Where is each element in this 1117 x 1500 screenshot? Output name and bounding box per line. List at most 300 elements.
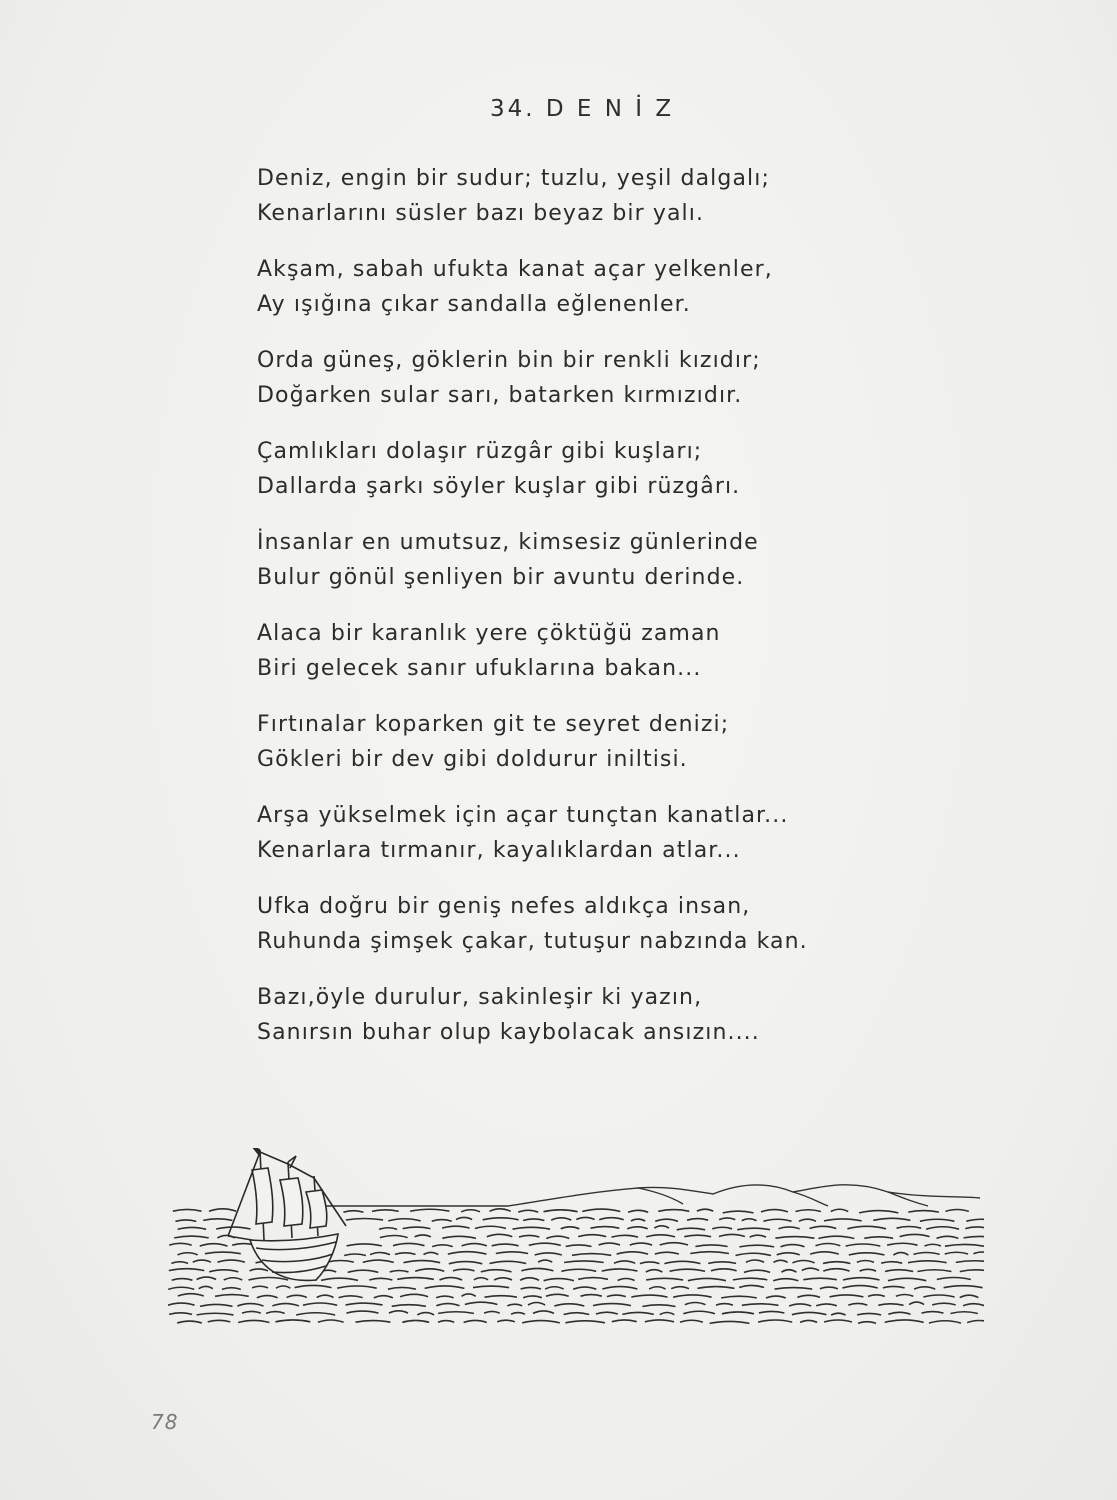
wave-stroke xyxy=(820,1287,838,1289)
wave-stroke xyxy=(521,1287,541,1289)
wave-stroke xyxy=(697,1209,713,1211)
wave-stroke xyxy=(487,1234,513,1236)
wave-stroke xyxy=(565,1321,605,1323)
wave-stroke xyxy=(442,1226,469,1228)
wave-stroke xyxy=(797,1295,820,1297)
poem-line: Orda güneş, göklerin bin bir renkli kızıdır; xyxy=(257,348,761,373)
wave-stroke xyxy=(337,1286,377,1288)
wave-stroke xyxy=(758,1320,792,1322)
wave-stroke xyxy=(544,1279,574,1281)
wave-stroke xyxy=(612,1235,639,1237)
wave-stroke xyxy=(742,1304,779,1306)
wave-stroke xyxy=(926,1227,959,1229)
wave-stroke xyxy=(224,1278,243,1280)
wave-stroke xyxy=(218,1260,245,1262)
wave-stroke xyxy=(823,1269,849,1271)
wave-stroke xyxy=(888,1278,926,1280)
wave-stroke xyxy=(695,1245,727,1247)
wave-stroke xyxy=(497,1320,515,1322)
wave-stroke xyxy=(818,1236,854,1238)
wave-stroke xyxy=(208,1320,231,1322)
wave-stroke xyxy=(481,1270,512,1272)
wave-stroke xyxy=(649,1287,665,1289)
wave-stroke xyxy=(475,1226,506,1228)
wave-stroke xyxy=(172,1279,193,1281)
wave-stroke xyxy=(484,1311,500,1313)
wave-stroke xyxy=(963,1304,984,1306)
poem-line: Doğarken sular sarı, batarken kırmızıdır. xyxy=(257,383,743,408)
wave-stroke xyxy=(642,1305,675,1307)
poem-line: Akşam, sabah ufukta kanat açar yelkenler, xyxy=(257,257,773,282)
wave-stroke xyxy=(946,1210,969,1212)
wave-stroke xyxy=(400,1294,428,1296)
wave-stroke xyxy=(372,1210,399,1212)
wave-stroke xyxy=(222,1288,241,1290)
wave-stroke xyxy=(581,1295,602,1297)
wave-stroke xyxy=(252,1286,268,1288)
wave-stroke xyxy=(317,1295,334,1297)
wave-stroke xyxy=(627,1227,648,1229)
wave-stroke xyxy=(388,1287,416,1289)
wave-stroke xyxy=(683,1311,715,1313)
wave-stroke xyxy=(857,1313,881,1315)
wave-stroke xyxy=(168,1287,194,1289)
wave-stroke xyxy=(205,1252,241,1254)
wave-stroke xyxy=(369,1278,392,1280)
wave-stroke xyxy=(883,1286,905,1288)
wave-stroke xyxy=(554,1304,584,1306)
wave-stroke xyxy=(177,1321,202,1323)
wave-stroke xyxy=(631,1295,667,1297)
wave-stroke xyxy=(857,1261,874,1263)
wave-stroke xyxy=(859,1211,898,1213)
wave-stroke xyxy=(173,1209,202,1211)
wave-stroke xyxy=(868,1295,885,1297)
wave-stroke xyxy=(237,1304,263,1306)
wave-stroke xyxy=(483,1218,519,1220)
wave-stroke xyxy=(922,1312,944,1314)
wave-stroke xyxy=(655,1219,678,1221)
wave-stroke xyxy=(847,1226,886,1228)
poem-line: Çamlıkları dolaşır rüzgâr gibi kuşları; xyxy=(257,439,703,464)
wave-stroke xyxy=(523,1296,542,1298)
wave-stroke xyxy=(257,1296,278,1298)
wave-stroke xyxy=(858,1322,876,1324)
wave-stroke xyxy=(824,1320,852,1322)
wave-stroke xyxy=(640,1262,660,1264)
wave-stroke xyxy=(442,1236,476,1238)
wave-stroke xyxy=(295,1285,332,1287)
wave-stroke xyxy=(712,1227,732,1229)
wave-stroke xyxy=(973,1252,984,1254)
wave-stroke xyxy=(778,1227,799,1229)
wave-stroke xyxy=(203,1219,232,1221)
wave-stroke xyxy=(249,1278,289,1281)
wave-stroke xyxy=(238,1320,269,1322)
wave-stroke xyxy=(576,1217,594,1219)
wave-stroke xyxy=(697,1287,734,1289)
wave-stroke xyxy=(436,1304,459,1306)
wave-stroke xyxy=(193,1260,211,1262)
wave-stroke xyxy=(824,1219,862,1221)
wave-stroke xyxy=(178,1253,198,1255)
wave-stroke xyxy=(843,1278,880,1280)
wave-stroke xyxy=(436,1296,454,1298)
wave-stroke xyxy=(438,1321,454,1323)
wave-stroke xyxy=(721,1296,757,1298)
wave-stroke xyxy=(793,1261,815,1263)
wave-stroke xyxy=(215,1295,249,1297)
stanza xyxy=(257,343,957,413)
poem-line: Arşa yükselmek için açar tunçtan kanatlar... xyxy=(257,803,789,828)
wave-stroke xyxy=(860,1269,877,1271)
wave-stroke xyxy=(719,1218,735,1220)
wave-stroke xyxy=(169,1243,192,1245)
wave-stroke xyxy=(449,1262,483,1264)
wave-stroke xyxy=(764,1219,792,1221)
wave-stroke xyxy=(564,1313,590,1315)
wave-stroke xyxy=(453,1269,475,1271)
wave-stroke xyxy=(200,1244,228,1246)
wave-stroke xyxy=(395,1253,416,1255)
wave-stroke xyxy=(967,1321,984,1323)
wave-stroke xyxy=(397,1278,434,1280)
wave-stroke xyxy=(209,1209,236,1211)
wave-stroke xyxy=(546,1236,569,1238)
wave-stroke xyxy=(630,1243,652,1245)
wave-stroke xyxy=(178,1294,204,1296)
wave-stroke xyxy=(646,1235,675,1237)
wave-stroke xyxy=(888,1312,910,1314)
wave-stroke xyxy=(909,1302,924,1305)
stanza xyxy=(257,525,957,595)
stanza xyxy=(257,889,957,959)
wave-stroke xyxy=(742,1219,757,1221)
wave-stroke xyxy=(415,1269,444,1271)
poem-line: Sanırsın buhar olup kaybolacak ansızın.... xyxy=(257,1020,760,1045)
wave-stroke xyxy=(404,1261,441,1263)
wave-stroke xyxy=(178,1227,206,1229)
wave-stroke xyxy=(823,1262,850,1264)
wave-stroke xyxy=(750,1235,766,1237)
wave-stroke xyxy=(485,1296,517,1298)
wave-stroke xyxy=(945,1244,984,1246)
wave-stroke xyxy=(197,1277,217,1279)
poem-line: Fırtınalar koparken git te seyret denizi; xyxy=(257,712,730,737)
wave-stroke xyxy=(739,1245,774,1247)
wave-stroke xyxy=(885,1320,924,1323)
wave-stroke xyxy=(346,1311,378,1313)
poem-line: Ay ışığına çıkar sandalla eğlenenler. xyxy=(257,292,691,317)
stanza xyxy=(257,252,957,322)
wave-stroke xyxy=(175,1220,196,1222)
wave-stroke xyxy=(582,1209,620,1211)
wave-stroke xyxy=(519,1235,539,1237)
wave-stroke xyxy=(842,1286,877,1288)
wave-stroke xyxy=(908,1261,947,1263)
wave-stroke xyxy=(513,1227,551,1229)
wave-stroke xyxy=(945,1252,968,1254)
wave-stroke xyxy=(561,1269,596,1271)
wave-stroke xyxy=(687,1219,708,1221)
wave-stroke xyxy=(200,1304,233,1306)
wave-stroke xyxy=(803,1278,837,1280)
wave-stroke xyxy=(535,1253,562,1255)
wave-stroke xyxy=(710,1321,750,1323)
poem-line: Bazı,öyle durulur, sakinleşir ki yazın, xyxy=(257,985,703,1010)
wave-stroke xyxy=(346,1303,383,1305)
wave-stroke xyxy=(777,1253,800,1255)
wave-stroke xyxy=(923,1295,954,1297)
wave-stroke xyxy=(566,1245,592,1247)
wave-stroke xyxy=(356,1321,391,1323)
wave-stroke xyxy=(216,1227,250,1229)
wave-stroke xyxy=(272,1304,299,1306)
wave-stroke xyxy=(169,1269,205,1271)
wave-stroke xyxy=(881,1262,902,1264)
wave-stroke xyxy=(680,1320,703,1322)
wave-stroke xyxy=(864,1237,893,1239)
wave-stroke xyxy=(440,1278,463,1280)
wave-stroke xyxy=(736,1253,772,1255)
poem-line: Dallarda şarkı söyler kuşlar gibi rüzgârı. xyxy=(257,474,741,499)
wave-stroke xyxy=(518,1210,538,1212)
wave-stroke xyxy=(708,1262,736,1264)
wave-stroke xyxy=(908,1211,939,1213)
wave-stroke xyxy=(494,1278,512,1280)
wave-stroke xyxy=(849,1253,885,1255)
wave-stroke xyxy=(578,1235,606,1237)
poem-body xyxy=(257,161,957,1071)
wave-stroke xyxy=(417,1313,434,1315)
wave-stroke xyxy=(347,1244,382,1246)
wave-stroke xyxy=(250,1269,268,1271)
wave-stroke xyxy=(816,1244,841,1246)
wave-stroke xyxy=(343,1211,363,1213)
wave-stroke xyxy=(618,1279,635,1281)
wave-stroke xyxy=(887,1243,917,1245)
wave-stroke xyxy=(775,1237,814,1239)
wave-stroke xyxy=(199,1286,213,1288)
wave-stroke xyxy=(599,1243,620,1245)
wave-stroke xyxy=(462,1294,476,1296)
wave-stroke xyxy=(168,1303,195,1305)
wave-stroke xyxy=(389,1311,408,1313)
wave-stroke xyxy=(873,1218,910,1220)
wave-stroke xyxy=(380,1236,408,1238)
wave-stroke xyxy=(402,1320,429,1322)
wave-stroke xyxy=(913,1253,939,1255)
wave-stroke xyxy=(296,1313,335,1315)
wave-stroke xyxy=(810,1252,839,1254)
stanza xyxy=(257,707,957,777)
wave-stroke xyxy=(327,1261,354,1263)
wave-stroke xyxy=(746,1260,764,1262)
wave-stroke xyxy=(344,1254,366,1256)
wave-stroke xyxy=(424,1252,439,1254)
wave-stroke xyxy=(602,1269,638,1271)
wave-stroke xyxy=(944,1286,983,1288)
wave-stroke xyxy=(631,1219,645,1221)
wave-stroke xyxy=(685,1303,706,1305)
wave-stroke xyxy=(896,1295,913,1297)
wave-stroke xyxy=(744,1270,770,1272)
stanza xyxy=(257,798,957,868)
wave-stroke xyxy=(432,1220,452,1222)
wave-stroke xyxy=(918,1270,952,1272)
wave-stroke xyxy=(321,1278,358,1280)
wave-stroke xyxy=(646,1278,683,1280)
wave-stroke xyxy=(521,1268,553,1270)
wave-stroke xyxy=(538,1260,552,1262)
wave-stroke xyxy=(966,1219,984,1221)
poem-title: 34. D E N İ Z xyxy=(490,96,675,122)
wave-stroke xyxy=(893,1253,908,1256)
wave-stroke xyxy=(956,1261,984,1263)
wave-stroke xyxy=(897,1227,922,1229)
wave-stroke xyxy=(937,1236,959,1238)
wave-stroke xyxy=(660,1313,675,1315)
wave-stroke xyxy=(964,1236,985,1238)
wave-stroke xyxy=(733,1278,767,1280)
poem-line: Alaca bir karanlık yere çöktüğü zaman xyxy=(257,621,721,646)
poem-line: İnsanlar en umutsuz, kimsesiz günlerinde xyxy=(257,530,759,555)
wave-stroke xyxy=(438,1312,474,1314)
wave-stroke xyxy=(711,1269,737,1271)
wave-stroke xyxy=(596,1312,618,1314)
wave-stroke xyxy=(266,1312,285,1314)
wave-stroke xyxy=(448,1252,487,1254)
wave-stroke xyxy=(348,1270,379,1272)
wave-stroke xyxy=(379,1228,397,1230)
poem-line: Deniz, engin bir sudur; tuzlu, yeşil dalgalı; xyxy=(257,166,770,191)
wave-stroke xyxy=(716,1304,733,1306)
wave-stroke xyxy=(388,1219,420,1221)
wave-stroke xyxy=(960,1270,984,1272)
wave-stroke xyxy=(792,1312,827,1314)
wave-stroke xyxy=(591,1227,620,1229)
wave-stroke xyxy=(529,1243,561,1245)
stanza xyxy=(257,434,957,504)
wave-stroke xyxy=(461,1210,480,1212)
wave-stroke xyxy=(370,1253,390,1255)
poem-line: Biri gelecek sanır ufuklarına bakan... xyxy=(257,656,702,681)
wave-stroke xyxy=(831,1209,848,1211)
wave-stroke xyxy=(920,1219,955,1221)
wave-stroke xyxy=(197,1313,234,1315)
wave-stroke xyxy=(169,1313,192,1315)
wave-stroke xyxy=(671,1287,689,1289)
wave-stroke xyxy=(773,1279,798,1281)
wave-stroke xyxy=(775,1288,813,1290)
wave-stroke xyxy=(564,1261,604,1263)
wave-stroke xyxy=(800,1320,817,1322)
wave-stroke xyxy=(602,1287,637,1289)
wave-stroke xyxy=(677,1228,705,1230)
wave-stroke xyxy=(684,1235,711,1237)
wave-stroke xyxy=(533,1311,554,1313)
wave-stroke xyxy=(719,1234,745,1236)
wave-stroke xyxy=(723,1211,754,1213)
wave-stroke xyxy=(432,1245,453,1247)
wave-stroke xyxy=(544,1210,578,1212)
wave-stroke xyxy=(346,1219,383,1221)
wave-stroke xyxy=(802,1268,819,1270)
wave-stroke xyxy=(572,1254,611,1256)
wave-stroke xyxy=(393,1243,425,1245)
wave-stroke xyxy=(490,1261,527,1263)
wave-stroke xyxy=(900,1234,930,1236)
sailing-ship-on-sea-icon xyxy=(168,1148,984,1330)
wave-stroke xyxy=(545,1287,563,1289)
poem-line: Gökleri bir dev gibi doldurur iniltisi. xyxy=(257,747,688,772)
wave-stroke xyxy=(507,1304,522,1306)
wave-stroke xyxy=(761,1210,788,1212)
poem-line: Ruhunda şimşek çakar, tutuşur nabzında kan. xyxy=(257,929,808,954)
wave-stroke xyxy=(390,1271,409,1273)
page-number: 78 xyxy=(151,1410,179,1434)
wave-stroke xyxy=(551,1218,571,1220)
wave-stroke xyxy=(782,1270,797,1272)
wave-stroke xyxy=(664,1261,700,1263)
wave-stroke xyxy=(965,1227,984,1229)
wave-stroke xyxy=(474,1278,488,1280)
wave-stroke xyxy=(690,1252,729,1254)
wave-stroke xyxy=(363,1260,394,1262)
wave-stroke xyxy=(670,1269,705,1271)
wave-stroke xyxy=(766,1296,786,1298)
wave-stroke xyxy=(464,1320,487,1322)
wave-stroke xyxy=(425,1286,465,1288)
wave-stroke xyxy=(561,1227,580,1229)
wave-stroke xyxy=(578,1278,608,1280)
wave-stroke xyxy=(511,1313,525,1315)
wave-stroke xyxy=(528,1303,545,1306)
wave-stroke xyxy=(593,1304,631,1306)
stanza xyxy=(257,616,957,686)
wave-stroke xyxy=(914,1287,935,1289)
wave-stroke xyxy=(628,1210,648,1212)
wave-stroke xyxy=(612,1320,637,1322)
wave-stroke xyxy=(622,1312,653,1314)
wave-stroke xyxy=(456,1217,472,1219)
wave-stroke xyxy=(932,1303,956,1305)
wave-stroke xyxy=(496,1252,528,1254)
wave-stroke xyxy=(318,1320,344,1322)
wave-stroke xyxy=(816,1304,837,1306)
wave-stroke xyxy=(275,1320,310,1322)
wave-stroke xyxy=(929,1321,961,1323)
wave-stroke xyxy=(410,1209,449,1211)
wave-stroke xyxy=(655,1252,679,1254)
wave-stroke xyxy=(614,1261,635,1263)
wave-stroke xyxy=(658,1210,689,1212)
wave-stroke xyxy=(722,1312,754,1314)
wave-stroke xyxy=(520,1278,539,1280)
wave-stroke xyxy=(462,1244,487,1246)
wave-stroke xyxy=(599,1218,624,1220)
wave-stroke xyxy=(171,1262,188,1264)
poem-line: Kenarlarını süsler bazı beyaz bir yalı. xyxy=(257,201,705,226)
wave-stroke xyxy=(209,1270,238,1272)
wave-stroke xyxy=(617,1252,649,1254)
wave-stroke xyxy=(654,1226,669,1228)
wave-stroke xyxy=(523,1219,544,1221)
wave-stroke xyxy=(403,1227,431,1229)
wave-stroke xyxy=(796,1210,821,1212)
wave-stroke xyxy=(759,1311,785,1313)
poem-line: Bulur gönül şenliyen bir avuntu derinde. xyxy=(257,565,745,590)
